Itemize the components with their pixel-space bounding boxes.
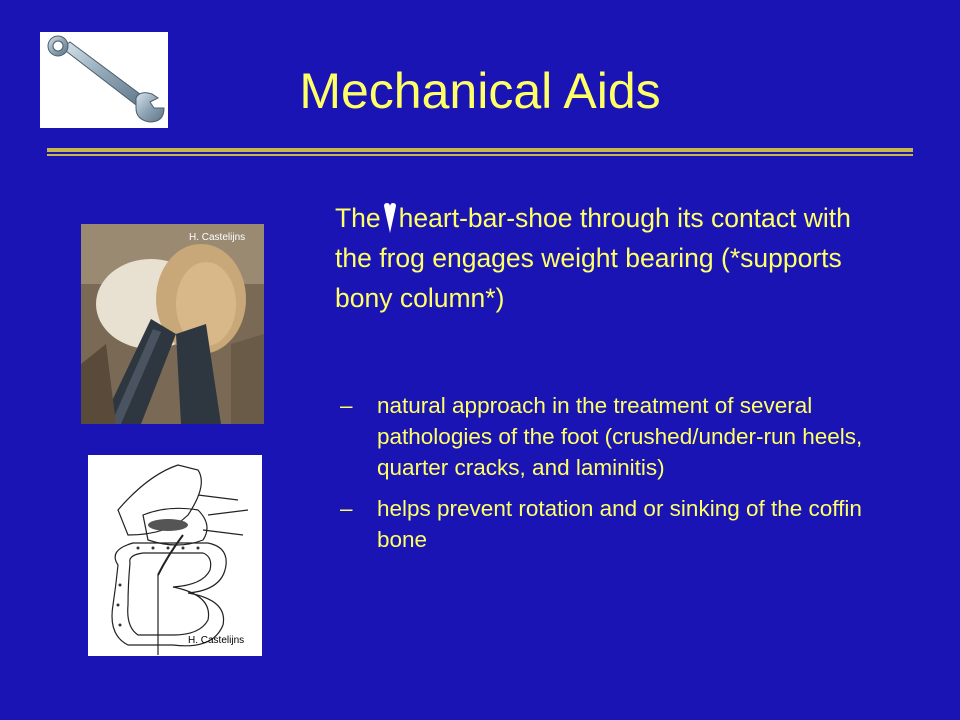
title-divider-thin [47,154,913,156]
bullet-text: helps prevent rotation and or sinking of the coffin bone [377,496,862,552]
sub-bullet [340,493,910,555]
diagram-credit: H. Castelijns [188,635,245,646]
title-divider [47,148,913,152]
bullet-dash: – [340,393,353,418]
slide-title: Mechanical Aids [299,63,661,119]
hoof-photo [81,224,264,424]
main-point-start: The [335,203,381,233]
sub-bullets [340,390,910,565]
heart-bar-icon [383,203,397,233]
sub-bullet [340,390,910,483]
bullet-text: natural approach in the treatment of several pathologies of the foot (crushed/under-run heels, quarter cracks, and laminitis) [377,393,863,480]
main-point [335,198,895,318]
bullet-dash: – [340,496,353,521]
main-point-rest: heart-bar-shoe through its contact with the frog engages weight bearing (*supports bony column*) [335,203,851,313]
heart-bar-shoe-diagram [88,455,262,656]
photo-credit: H. Castelijns [189,232,246,243]
